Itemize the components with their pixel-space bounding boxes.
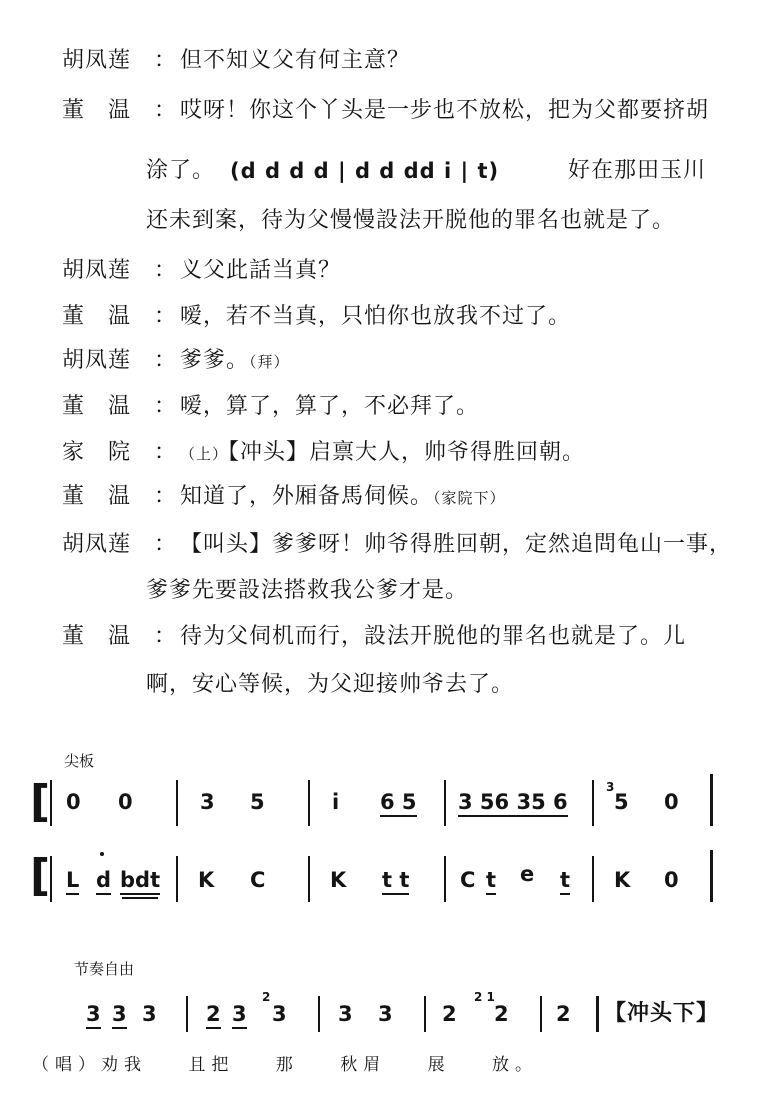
colon: ： [154, 624, 178, 649]
accent-dot [100, 852, 104, 856]
dialogue-text: 【叫头】爹爹呀！帅爷得胜回朝，定然追問龟山一事， [180, 532, 733, 557]
speaker-name: 胡凤莲 [62, 348, 132, 373]
percussion-note: 0 [664, 868, 679, 892]
dialogue-text-group [180, 438, 585, 469]
speaker-name: 胡凤莲 [62, 258, 132, 283]
speaker-name: 董 温 [62, 484, 132, 509]
bar-line [50, 780, 52, 826]
colon: ： [154, 394, 178, 419]
bar-line [424, 996, 426, 1032]
colon: ： [154, 258, 178, 283]
bar-line [176, 856, 178, 902]
colon: ： [154, 532, 178, 557]
note: 3 [232, 1002, 247, 1029]
colon: ： [154, 304, 178, 329]
dialogue-continuation: 涂了。 [146, 158, 216, 183]
speaker-name: 董 温 [62, 304, 132, 329]
percussion-note: t t [382, 868, 409, 895]
speaker-name: 董 温 [62, 394, 132, 419]
bar-line [308, 856, 310, 902]
note-group: 6 5 [380, 790, 417, 817]
note: 2 [442, 1002, 457, 1026]
colon: ： [154, 440, 178, 465]
dialogue-text: 【冲头】启禀大人，帅爷得胜回朝。 [228, 440, 586, 465]
note: 2 [556, 1002, 571, 1026]
tempo-marking: 节奏自由 [74, 960, 135, 978]
dialogue-text: 爹爹。 [180, 348, 250, 373]
system-brace: [ [30, 776, 51, 827]
tempo-marking: 尖板 [64, 752, 95, 770]
note: 0 [664, 790, 679, 814]
percussion-note: e [520, 862, 535, 886]
bar-line [592, 856, 594, 902]
note-group: 3 56 35 6 [458, 790, 568, 817]
percussion-note: t [560, 868, 570, 895]
note: 3 [338, 1002, 353, 1026]
dialogue-text-group [180, 482, 506, 513]
percussion-note: bdt [120, 868, 160, 895]
percussion-note: C [250, 868, 266, 892]
note: 2 [206, 1002, 221, 1029]
stage-direction: （上） [180, 445, 229, 463]
grace-note: 2 [262, 990, 271, 1004]
grace-note: 3 [606, 780, 615, 794]
bar-line [50, 856, 52, 902]
bar-line [444, 856, 446, 902]
note: i [332, 790, 340, 814]
cue-marking: 【冲头下】 [604, 1000, 720, 1026]
percussion-note: C [460, 868, 476, 892]
bar-line [540, 996, 542, 1032]
dialogue-text-group [180, 346, 290, 377]
dialogue-text: 嗳，若不当真，只怕你也放我不过了。 [180, 304, 572, 329]
bar-line [710, 850, 713, 902]
colon: ： [154, 98, 178, 123]
stage-direction: （家院下） [433, 489, 506, 507]
dialogue-continuation: 爹爹先要設法搭救我公爹才是。 [146, 578, 469, 603]
speaker-name: 董 温 [62, 624, 132, 649]
note: 3 [272, 1002, 287, 1026]
note: 3 [112, 1002, 127, 1029]
bar-line [308, 780, 310, 826]
colon: ： [154, 48, 178, 73]
percussion-note: d [96, 868, 111, 895]
bar-line [444, 780, 446, 826]
bar-line [176, 780, 178, 826]
note: 5 [614, 790, 629, 814]
colon: ： [154, 484, 178, 509]
bar-line [710, 774, 713, 826]
dialogue-text: 义父此話当真？ [180, 258, 342, 283]
note: 5 [250, 790, 265, 814]
dialogue-text: 但不知义父有何主意？ [180, 48, 411, 73]
speaker-name: 胡凤莲 [62, 48, 132, 73]
note: 0 [66, 790, 81, 814]
stage-direction: （拜） [249, 353, 290, 371]
note: 3 [378, 1002, 393, 1026]
dialogue-continuation: 啊，安心等候，为父迎接帅爷去了。 [146, 672, 515, 697]
dialogue-text: 待为父伺机而行，設法开脱他的罪名也就是了。儿 [180, 624, 687, 649]
system-brace: [ [30, 850, 51, 901]
speaker-name: 董 温 [62, 98, 132, 123]
colon: ： [154, 348, 178, 373]
note: 2 [494, 1002, 509, 1026]
note: 3 [142, 1002, 157, 1026]
bar-line [186, 996, 188, 1032]
speaker-name: 家 院 [62, 440, 132, 465]
dialogue-continuation: 还未到案，待为父慢慢設法开脱他的罪名也就是了。 [146, 208, 676, 233]
speaker-name: 胡凤莲 [62, 532, 132, 557]
percussion-note: L [66, 868, 79, 895]
note: 3 [200, 790, 215, 814]
percussion-note: K [330, 868, 347, 892]
inline-percussion-notation: (d d d d | d d dd i | t) [230, 159, 500, 183]
grace-note: 2 1 [474, 990, 495, 1004]
lyrics-line: （唱）劝我 且把 那 秋眉 展 放。 [32, 1055, 539, 1075]
dialogue-text: 知道了，外厢备馬伺候。 [180, 484, 434, 509]
note: 0 [118, 790, 133, 814]
dialogue-text: 哎呀！你这个丫头是一步也不放松，把为父都要挤胡 [180, 98, 710, 123]
percussion-note: K [198, 868, 215, 892]
bar-line [596, 996, 599, 1032]
bar-line [592, 780, 594, 826]
dialogue-text: 好在那田玉川 [568, 158, 707, 183]
dialogue-text: 嗳，算了，算了，不必拜了。 [180, 394, 480, 419]
bar-line [318, 996, 320, 1032]
percussion-note: t [486, 868, 496, 895]
note: 3 [86, 1002, 101, 1029]
percussion-note: K [614, 868, 631, 892]
